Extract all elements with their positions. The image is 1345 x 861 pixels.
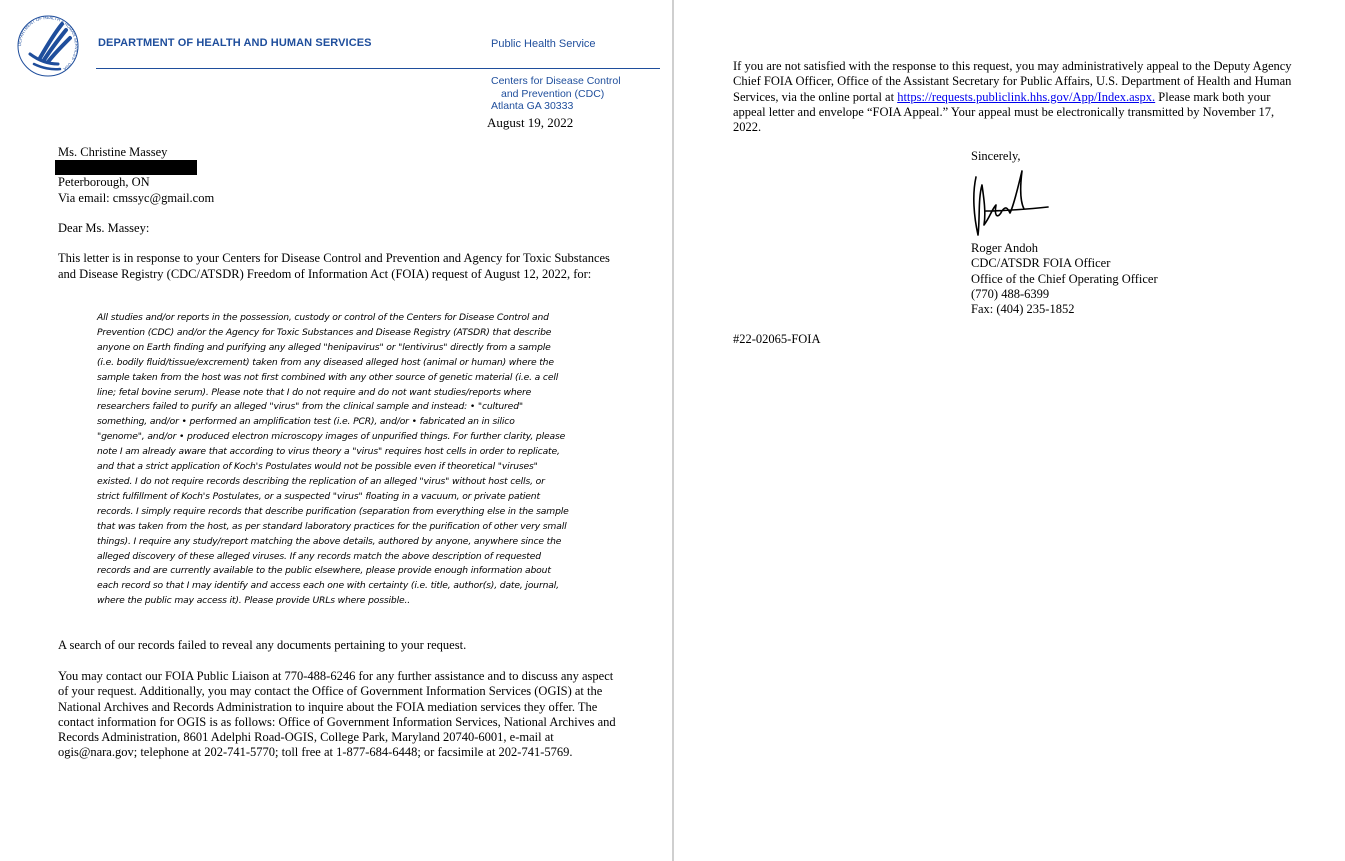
request-line: things). I require any study/report matching the above details, authored by anyone, anywhere since the	[97, 535, 562, 547]
request-line: each record so that I may identify and access each one with certainty (i.e. title, author(s), date, journal,	[97, 580, 559, 592]
appeal-portal-link[interactable]: https://requests.publiclink.hhs.gov/App/Index.aspx.	[897, 89, 1156, 104]
agency-line-1: Centers for Disease Control	[491, 75, 621, 87]
appeal-text-end: Please mark both your appeal letter and envelope “FOIA Appeal.” Your appeal must be electronically transmitted by November 17, 2022.	[733, 89, 1275, 135]
request-line: where the public may access it). Please provide URLs where possible..	[97, 595, 411, 607]
contact-paragraph: You may contact our FOIA Public Liaison at 770-488-6246 for any further assistance and to discuss any aspect of your request. Additionally, you may contact the Office of Government Information Services (OGIS) at the National Archives and Records Administration to inquire about the FOIA mediation services they offer. The contact information for OGIS is as follows: Office of Government Information Services, National Archives and Records Administration, 8601 Adelphi Road-OGIS, College Park, Maryland 20740-6001, e-mail at ogis@nara.gov; telephone at 202-741-5770; toll free at 1-877-684-6448; or facsimile at 202-741-5769.	[58, 669, 616, 760]
seal-text: DEPARTMENT OF HEALTH & HUMAN SERVICES · USA	[16, 14, 80, 72]
request-line: researchers failed to purify an alleged "virus" from the clinical sample and instead: • "cultured"	[97, 401, 523, 413]
request-line: note I am already aware that according to virus theory a "virus" requires host cells in order to replicate,	[97, 446, 560, 458]
closing: Sincerely,	[971, 149, 1021, 163]
letter-date: August 19, 2022	[487, 115, 574, 130]
signature-icon	[968, 165, 1050, 243]
agency-line-2: and Prevention (CDC)	[501, 87, 605, 100]
redacted-street-address	[55, 160, 197, 175]
signer-block	[971, 241, 1158, 317]
letter-page-2	[674, 0, 1345, 861]
request-line: Prevention (CDC) and/or the Agency for Toxic Substances and Disease Registry (ATSDR) that describe	[97, 326, 552, 338]
request-line: (i.e. bodily fluid/tissue/excrement) taken from any diseased alleged host (animal or human) where the	[97, 356, 554, 368]
service-name: Public Health Service	[491, 38, 596, 50]
request-quote	[97, 311, 621, 609]
letter-page-1	[0, 0, 672, 861]
salutation: Dear Ms. Massey:	[58, 221, 150, 235]
request-line: "genome", and/or • produced electron microscopy images of unpurified things. For further clarity, please	[97, 431, 566, 443]
request-line: anyone on Earth finding and purifying any alleged "henipavirus" or "lentivirus" directly from a sample	[97, 341, 551, 353]
signer-title: CDC/ATSDR FOIA Officer	[971, 256, 1111, 271]
department-name: DEPARTMENT OF HEALTH AND HUMAN SERVICES	[98, 37, 372, 49]
signer-office: Office of the Chief Operating Officer	[971, 271, 1158, 286]
recipient-name: Ms. Christine Massey	[58, 145, 168, 159]
request-line: records and are currently available to the public elsewhere, please provide enough information about	[97, 565, 551, 577]
request-line: records. I simply require records that describe purification (separation from everything else in the sample	[97, 505, 569, 517]
request-line: alleged discovery of these alleged viruses. If any records match the above description of requested	[97, 550, 541, 562]
request-line: strict fulfillment of Koch's Postulates, or a suspected "virus" floating in a vacuum, or private patient	[97, 490, 540, 502]
recipient-email: Via email: cmssyc@gmail.com	[58, 190, 215, 205]
appeal-text-start: If you are not satisfied with the response to this request, you may administratively appeal to the Deputy Agency Chief FOIA Officer, Office of the Assistant Secretary for Public Affairs, U.S. Department of Health and Human Services, via the online portal at	[733, 59, 1292, 104]
agency-address	[491, 75, 621, 113]
search-result: A search of our records failed to reveal any documents pertaining to your request.	[58, 638, 467, 652]
hhs-seal-icon	[16, 14, 80, 78]
request-line: sample taken from the host was not first combined with any other source of genetic material (i.e. a cell	[97, 371, 559, 383]
intro-paragraph: This letter is in response to your Centers for Disease Control and Prevention and Agency for Toxic Substances and Disease Registry (CDC/ATSDR) Freedom of Information Act (FOIA) request of August 12, 2022, for:	[58, 251, 610, 281]
request-line: something, and/or • performed an amplification test (i.e. PCR), and/or • fabricated an in silico	[97, 416, 515, 428]
request-line: and that a strict application of Koch's Postulates would not be possible even if theoretical "viruses"	[97, 461, 538, 473]
letterhead-rule	[96, 68, 660, 69]
signer-fax: Fax: (404) 235-1852	[971, 302, 1075, 317]
agency-city: Atlanta GA 30333	[491, 100, 574, 112]
recipient-city: Peterborough, ON	[58, 175, 150, 190]
appeal-paragraph	[733, 59, 1293, 135]
request-line: line; fetal bovine serum). Please note that I do not require and do not want studies/reports where	[97, 386, 532, 398]
signer-name: Roger Andoh	[971, 241, 1039, 255]
request-line: that was taken from the host, as per standard laboratory practices for the purification of other very small	[97, 520, 567, 532]
request-line: All studies and/or reports in the possession, custody or control of the Centers for Disease Control and	[97, 312, 549, 323]
recipient-address	[58, 145, 214, 206]
reference-number: #22-02065-FOIA	[733, 332, 821, 346]
signer-phone: (770) 488-6399	[971, 286, 1050, 301]
request-line: existed. I do not require records describing the replication of an alleged "virus" without host cells, or	[97, 475, 545, 487]
